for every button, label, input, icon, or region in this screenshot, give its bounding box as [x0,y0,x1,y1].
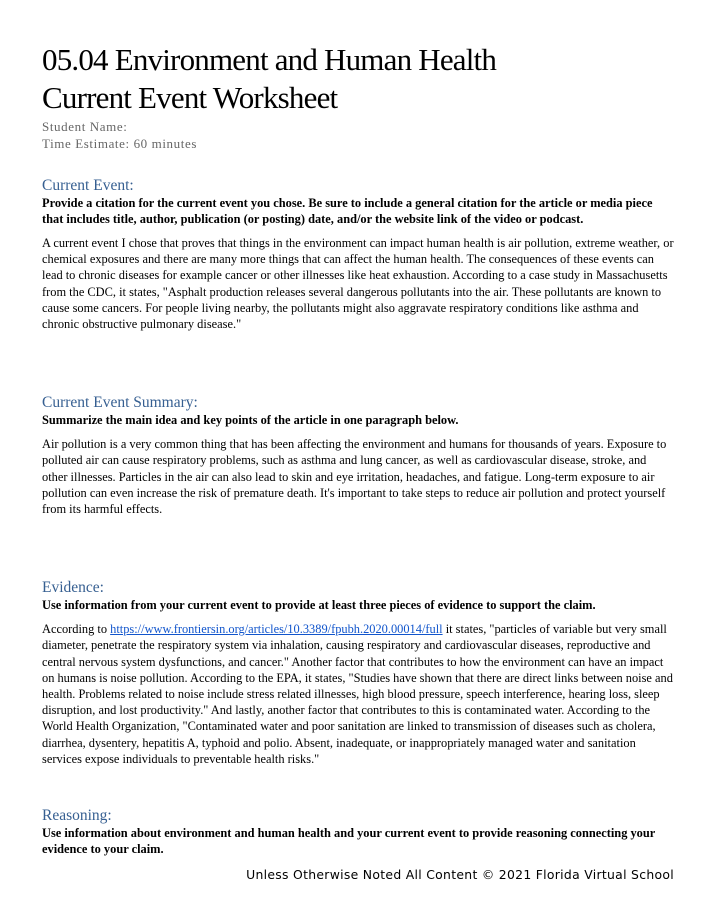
document-title [42,41,674,117]
evidence-rest: it states, "particles of variable but very small diameter, penetrate the respiratory system via inhalation, causing respiratory and cardiovascular diseases, reproductive and central nervous system dysfunctions, and cancer." Another factor that contributes to how the environment can have an impact on humans is noise pollution. According to the EPA, it states, "Studies have shown that there are direct links between noise and health. Problems related to noise include stress related illnesses, high blood pressure, speech interference, hearing loss, sleep disruption, and lost productivity." And lastly, another factor that contributes to this is contaminated water. According to the World Health Organization, "Contaminated water and poor sanitation are linked to transmission of diseases such as cholera, diarrhea, dysentery, hepatitis A, typhoid and polio. Absent, inadequate, or inappropriately managed water and sanitation services expose individuals to preventable health risks." [42,622,673,766]
summary-instruction: Summarize the main idea and key points of the article in one paragraph below. [42,413,459,428]
summary-heading: Current Event Summary: [42,394,198,412]
current-event-instruction: Provide a citation for the current event you chose. Be sure to include a general citation for the article or media piece that includes title, author, publication (or posting) date, and/or the website link of the video or podcast. [42,196,653,226]
copyright-footer: Unless Otherwise Noted All Content © 2021 Florida Virtual School [246,867,674,882]
title-line-1: 05.04 Environment and Human Health [42,42,497,77]
current-event-heading: Current Event: [42,177,134,194]
worksheet-page [42,41,674,857]
time-estimate: Time Estimate: 60 minutes [42,136,197,151]
evidence-answer [42,621,674,767]
current-event-answer: A current event I chose that proves that things in the environment can impact human health is air pollution, extreme weather, or chemical exposures and there are many more things that can affect the human health. The consequences of these events can lead to chronic diseases for example cancer or other illnesses like heat exhaustion. According to a case study in Massachusetts from the CDC, it states, "Asphalt production releases several dangerous pollutants into the air. These pollutants are known to cause some cancers. For people living nearby, the pollutants might also aggravate respiratory conditions like asthma and chronic obstructive pulmonary disease." [42,236,674,332]
title-line-2: Current Event Worksheet [42,80,338,115]
evidence-prefix: According to [42,622,111,637]
evidence-heading: Evidence: [42,579,104,597]
summary-answer: Air pollution is a very common thing that has been affecting the environment and humans for thousands of years. Exposure to polluted air can cause respiratory problems, such as asthma and lung cancer, as well as cardiovascular disease, stroke, and other illnesses. Particles in the air can also lead to skin and eye irritation, headaches, and fatigue. Long-term exposure to air pollution can even increase the risk of premature death. It's important to take steps to reduce air pollution and protect yourself from its harmful effects. [42,437,667,517]
reasoning-instruction: Use information about environment and human health and your current event to provide reasoning connecting your evidence to your claim. [42,826,656,857]
evidence-source-link[interactable]: https://www.frontiersin.org/articles/10.3389/fpubh.2020.00014/full [110,622,443,637]
reasoning-heading: Reasoning: [42,807,112,825]
evidence-instruction: Use information from your current event to provide at least three pieces of evidence to support the claim. [42,598,596,613]
student-name-label: Student Name: [42,119,128,134]
